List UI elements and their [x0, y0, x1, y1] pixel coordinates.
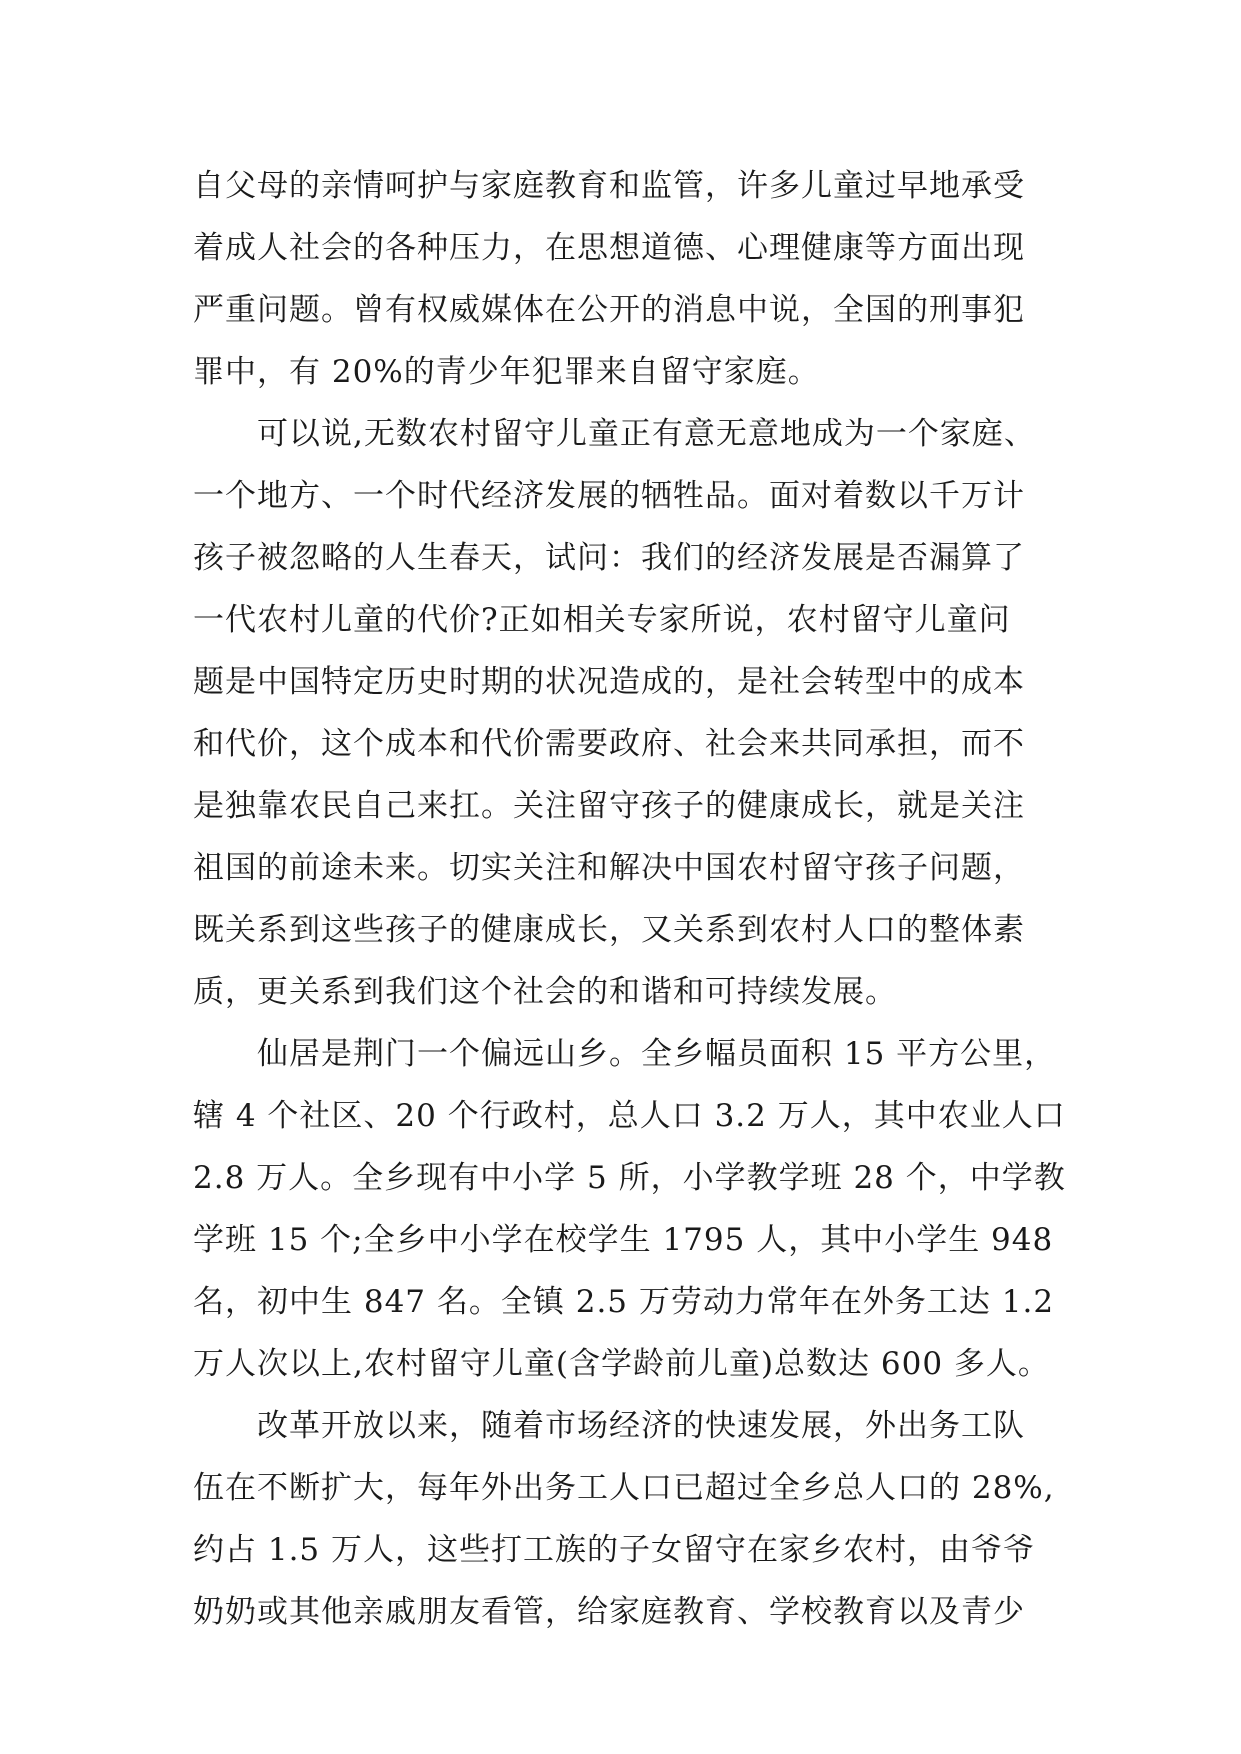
text-line: 孩子被忽略的人生春天，试问：我们的经济发展是否漏算了 [193, 540, 1025, 576]
text-line: 是独靠农民自己来扛。关注留守孩子的健康成长，就是关注 [193, 788, 1025, 824]
text-line: 一代农村儿童的代价?正如相关专家所说，农村留守儿童问 [193, 602, 1011, 638]
text-line: 严重问题。曾有权威媒体在公开的消息中说，全国的刑事犯 [193, 292, 1025, 328]
text-line: 伍在不断扩大，每年外出务工人口已超过全乡总人口的 28%, [193, 1470, 1055, 1506]
text-line: 仙居是荆门一个偏远山乡。全乡幅员面积 15 平方公里， [193, 1036, 1057, 1072]
text-line: 一个地方、一个时代经济发展的牺牲品。面对着数以千万计 [193, 478, 1025, 514]
text-line: 和代价，这个成本和代价需要政府、社会来共同承担，而不 [193, 726, 1025, 762]
text-line: 可以说,无数农村留守儿童正有意无意地成为一个家庭、 [193, 416, 1036, 452]
text-line: 2.8 万人。全乡现有中小学 5 所，小学教学班 28 个，中学教 [193, 1160, 1066, 1196]
text-line: 学班 15 个;全乡中小学在校学生 1795 人，其中小学生 948 [193, 1222, 1054, 1258]
text-line: 罪中，有 20%的青少年犯罪来自留守家庭。 [193, 354, 820, 390]
text-line: 着成人社会的各种压力，在思想道德、心理健康等方面出现 [193, 230, 1025, 266]
text-line: 祖国的前途未来。切实关注和解决中国农村留守孩子问题， [193, 850, 1025, 886]
text-line: 辖 4 个社区、20 个行政村，总人口 3.2 万人，其中农业人口 [193, 1098, 1066, 1134]
text-line: 奶奶或其他亲戚朋友看管，给家庭教育、学校教育以及青少 [193, 1594, 1025, 1630]
body-text [193, 155, 1073, 1643]
text-line: 改革开放以来，随着市场经济的快速发展，外出务工队 [193, 1408, 1025, 1444]
text-line: 万人次以上,农村留守儿童(含学龄前儿童)总数达 600 多人。 [193, 1346, 1050, 1382]
text-line: 名，初中生 847 名。全镇 2.5 万劳动力常年在外务工达 1.2 [193, 1284, 1055, 1320]
text-line: 自父母的亲情呵护与家庭教育和监管，许多儿童过早地承受 [193, 168, 1025, 204]
text-line: 质，更关系到我们这个社会的和谐和可持续发展。 [193, 974, 897, 1010]
text-line: 约占 1.5 万人，这些打工族的子女留守在家乡农村，由爷爷 [193, 1532, 1036, 1568]
text-line: 既关系到这些孩子的健康成长，又关系到农村人口的整体素 [193, 912, 1025, 948]
text-line: 题是中国特定历史时期的状况造成的，是社会转型中的成本 [193, 664, 1025, 700]
